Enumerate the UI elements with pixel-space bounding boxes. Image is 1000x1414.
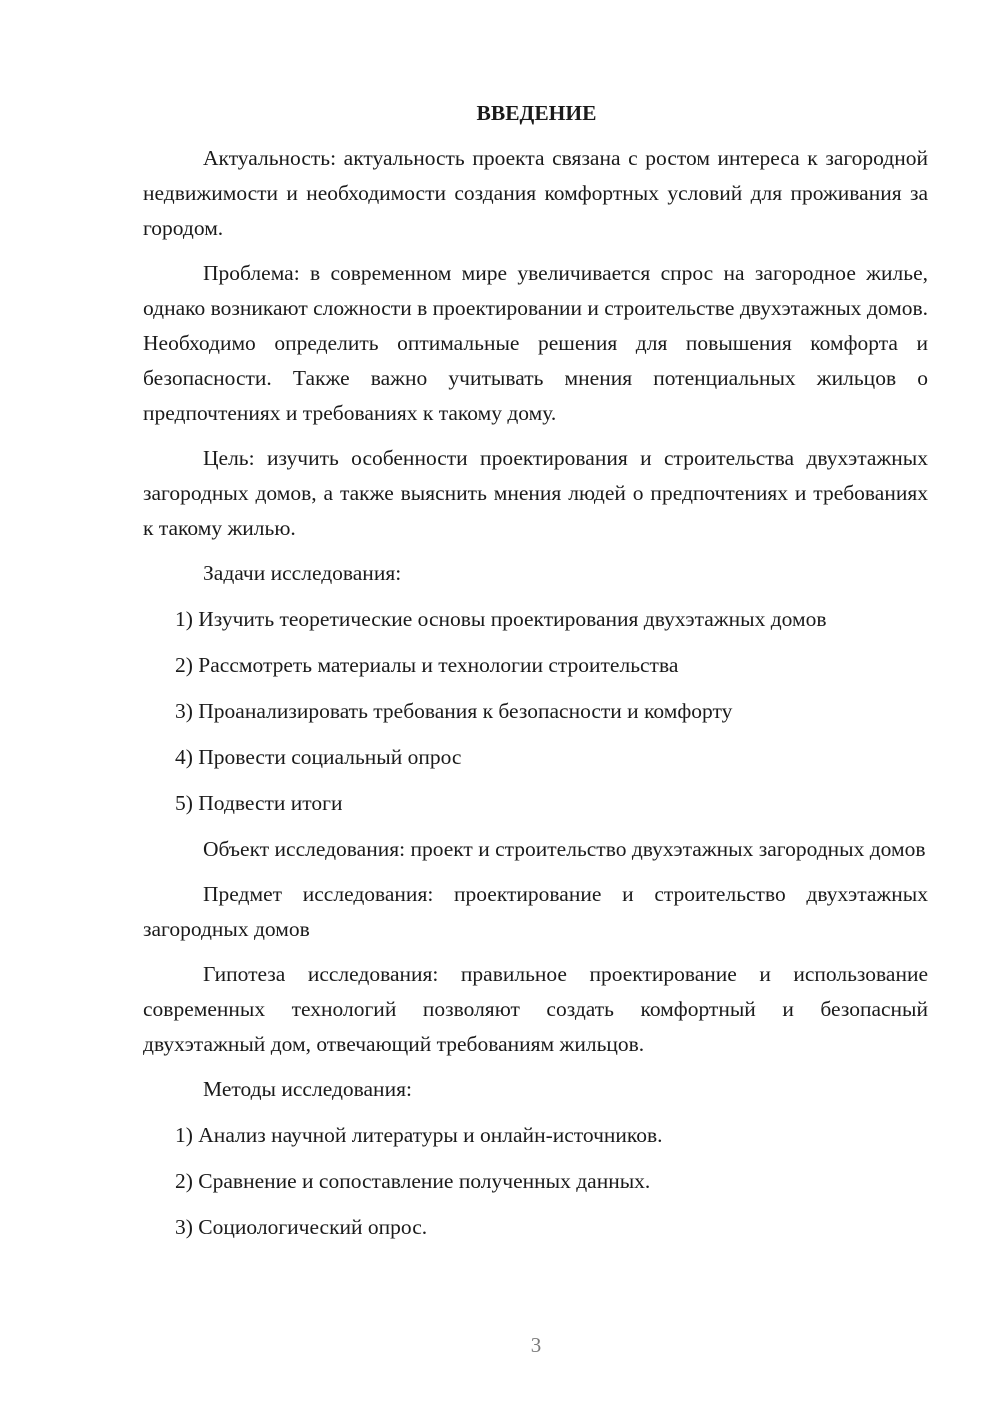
page-number: 3 (530, 1333, 542, 1357)
document-page (143, 96, 928, 1256)
hypothesis-paragraph: Гипотеза исследования: правильное проектирование и использование современных технологий позволяют создать комфортный и безопасный двухэтажный дом, отвечающий требованиям жильцов. (143, 962, 928, 1056)
methods-label: Методы исследования: (203, 1077, 412, 1101)
list-item: 2) Сравнение и сопоставление полученных данных. (175, 1169, 651, 1193)
methods-list (143, 1118, 928, 1245)
problem-paragraph: Проблема: в современном мире увеличивается спрос на загородное жилье, однако возникают сложности в проектировании и строительстве двухэтажных домов. Необходимо определить оптимальные решения для повышения комфорта и безопасности. Также важно учитывать мнения потенциальных жильцов о предпочтениях и требованиях к такому дому. (143, 261, 928, 425)
list-item: 3) Проанализировать требования к безопасности и комфорту (175, 699, 733, 723)
subject-paragraph: Предмет исследования: проектирование и строительство двухэтажных загородных домов (143, 882, 928, 941)
list-item: 5) Подвести итоги (175, 791, 343, 815)
tasks-label: Задачи исследования: (203, 561, 402, 585)
relevance-paragraph: Актуальность: актуальность проекта связана с ростом интереса к загородной недвижимости и необходимости создания комфортных условий для проживания за городом. (143, 146, 928, 240)
goal-paragraph: Цель: изучить особенности проектирования и строительства двухэтажных загородных домов, а также выяснить мнения людей о предпочтениях и требованиях к такому жилью. (143, 446, 928, 540)
list-item: 1) Анализ научной литературы и онлайн-источников. (175, 1123, 663, 1147)
list-item: 2) Рассмотреть материалы и технологии строительства (175, 653, 679, 677)
object-paragraph: Объект исследования: проект и строительство двухэтажных загородных домов (203, 837, 926, 861)
tasks-list (143, 602, 928, 821)
list-item: 1) Изучить теоретические основы проектирования двухэтажных домов (175, 607, 827, 631)
section-heading: ВВЕДЕНИЕ (476, 101, 597, 125)
list-item: 4) Провести социальный опрос (175, 745, 462, 769)
list-item: 3) Социологический опрос. (175, 1215, 428, 1239)
